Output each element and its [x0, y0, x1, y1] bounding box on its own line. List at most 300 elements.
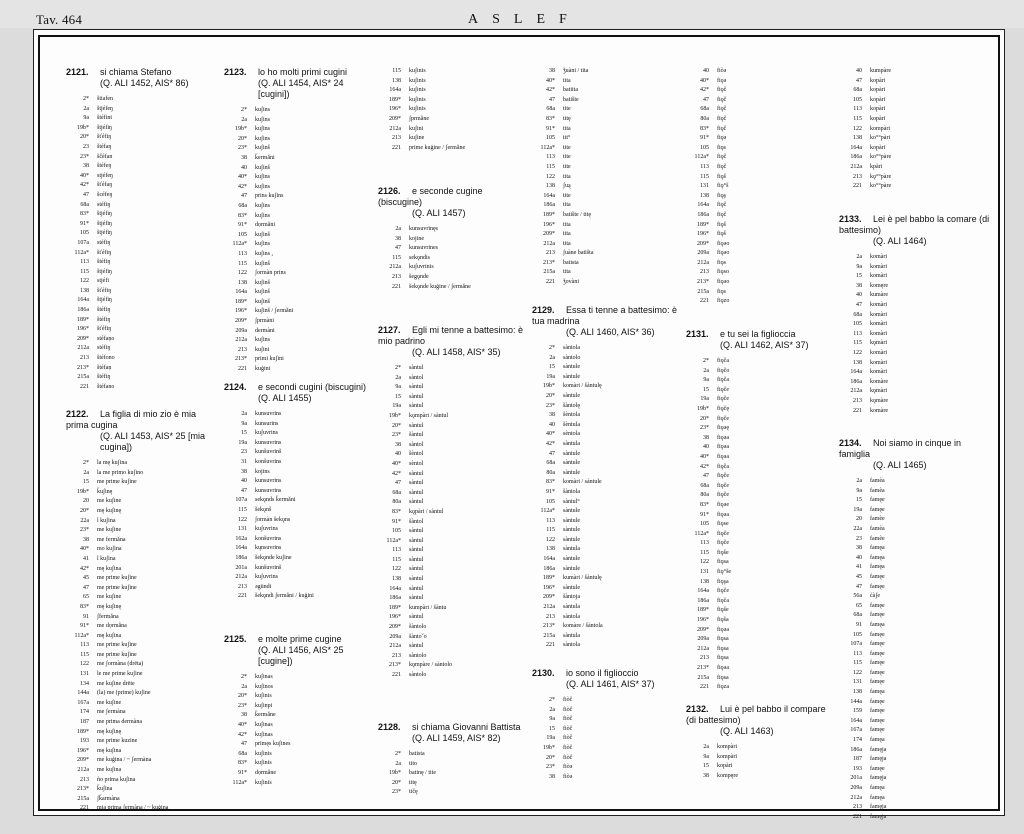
- dialect-form: tita: [563, 173, 571, 180]
- survey-point: 9a: [856, 263, 862, 270]
- dialect-form: komęre: [870, 282, 888, 289]
- dialect-form: mę kuʃina: [97, 747, 122, 754]
- survey-point: 40*: [546, 431, 555, 438]
- response-row: [532, 488, 692, 498]
- response-row: [839, 746, 1004, 756]
- survey-point: 40: [395, 451, 401, 458]
- response-row: [66, 201, 226, 211]
- survey-point: 122: [546, 173, 555, 180]
- dialect-form: l kuʃina: [97, 555, 116, 562]
- response-row: [686, 453, 846, 463]
- survey-point: 40: [856, 68, 862, 74]
- dialect-form: kuʃini: [409, 125, 424, 132]
- response-row: [224, 144, 384, 154]
- survey-point: 189*: [697, 607, 709, 614]
- dialect-form: kǫmàri: [870, 340, 887, 347]
- dialect-form: fiǫš: [717, 231, 726, 238]
- response-row: [686, 549, 846, 559]
- response-row: [224, 448, 384, 458]
- survey-point: 186a: [697, 597, 709, 604]
- dialect-form: kǫ°°pàre: [870, 173, 892, 180]
- dialect-form: fiǫča: [717, 377, 729, 384]
- dialect-form: fiǫǝa: [717, 626, 729, 633]
- survey-point: 107a: [77, 239, 89, 246]
- survey-point: 212a: [235, 337, 247, 344]
- dialect-form: fiǫča: [717, 358, 729, 364]
- response-row: [66, 210, 226, 220]
- dialect-form: famęe: [870, 698, 885, 705]
- survey-point: 196*: [543, 221, 555, 228]
- dialect-form: fiǫče: [717, 530, 729, 537]
- survey-point: 162a: [235, 535, 247, 542]
- survey-point: 23*: [80, 153, 89, 160]
- entry-title: Essa ti tenne a battesimo: è tua madrina: [532, 305, 678, 326]
- survey-point: 115: [853, 660, 862, 667]
- dialect-form: komàri: [870, 254, 887, 260]
- dialect-form: fiǫče: [717, 415, 729, 422]
- survey-point: 215a: [697, 288, 709, 295]
- dialect-form: kuʃinas: [255, 731, 273, 738]
- survey-point: 42*: [80, 182, 89, 189]
- response-row: [686, 434, 846, 444]
- response-row: [378, 67, 528, 77]
- dialect-form: le me prime kuʃine: [97, 671, 143, 678]
- response-row: [839, 726, 1004, 736]
- dialect-form: šekǫndi ʃermăni / kuģini: [255, 593, 314, 600]
- dialect-form: fiǫč: [717, 106, 727, 113]
- response-row: [839, 282, 1004, 292]
- entry-number: 2131.: [686, 329, 709, 339]
- response-row: [686, 268, 836, 278]
- response-row: [224, 692, 384, 702]
- survey-point: 212a: [77, 767, 89, 773]
- survey-point: 113: [238, 250, 247, 257]
- response-row: [378, 760, 538, 770]
- entry-number: 2124.: [224, 382, 247, 392]
- response-row: [532, 478, 692, 488]
- dialect-form: kuʃini: [255, 346, 270, 353]
- response-row: [532, 763, 692, 773]
- dialect-form: famèa: [870, 487, 885, 494]
- survey-point: 2a: [395, 374, 401, 381]
- dialect-form: komàri: [870, 263, 887, 270]
- survey-point: 38: [549, 68, 555, 74]
- map-entry: [66, 409, 226, 814]
- response-row: [66, 613, 226, 623]
- response-row: [839, 115, 989, 125]
- survey-point: 23*: [80, 527, 89, 534]
- survey-point: 115: [546, 163, 555, 170]
- dialect-form: konšuvrins: [255, 535, 282, 542]
- entry-heading: [66, 67, 216, 89]
- dialect-form: dọrmăne: [255, 769, 276, 776]
- dialect-form: fiǫše: [717, 607, 729, 614]
- survey-point: 80a: [392, 499, 401, 506]
- survey-point: 164a: [389, 87, 401, 94]
- response-row: [532, 517, 692, 527]
- response-row: [686, 606, 846, 616]
- response-row: [66, 632, 226, 642]
- survey-point: 122: [238, 516, 247, 523]
- survey-point: 196*: [77, 326, 89, 333]
- response-row: [224, 731, 384, 741]
- survey-point: 91: [856, 621, 862, 628]
- response-row: [66, 181, 226, 191]
- dialect-form: sèntol: [409, 460, 424, 467]
- survey-point: 138: [392, 77, 401, 84]
- map-entry: [66, 67, 226, 392]
- response-list: [378, 67, 528, 153]
- dialect-form: prins kuʃins: [255, 193, 284, 200]
- response-row: [532, 469, 692, 479]
- response-row: [66, 517, 226, 527]
- response-row: [532, 125, 682, 135]
- response-row: [224, 410, 384, 420]
- response-list: [839, 477, 1004, 822]
- dialect-form: fiǫǝa: [717, 511, 729, 518]
- response-row: [839, 784, 1004, 794]
- map-entry: [839, 438, 1004, 822]
- dialect-form: fiǫče: [717, 473, 729, 480]
- dialect-form: komàri: [870, 321, 887, 328]
- response-row: [532, 86, 682, 96]
- entry-reference: (Q. ALI 1463): [720, 726, 774, 736]
- dialect-form: mę kuʃina: [97, 565, 122, 572]
- entry-number: 2125.: [224, 634, 247, 644]
- response-row: [66, 249, 226, 259]
- dialect-form: kuʃuvrinis: [409, 264, 434, 271]
- response-row: [66, 574, 226, 584]
- survey-point: 2a: [83, 105, 89, 112]
- dialect-form: fiǫče: [717, 588, 729, 595]
- dialect-form: fiǫče: [717, 482, 729, 489]
- survey-point: 41: [856, 564, 862, 571]
- dialect-form: štéfaŋ: [97, 143, 112, 150]
- dialect-form: šťéfiŋ: [97, 134, 112, 141]
- response-row: [839, 640, 1004, 650]
- dialect-form: sàntul: [409, 614, 424, 621]
- response-row: [532, 268, 682, 278]
- dialect-form: štéfiŋ: [97, 259, 111, 266]
- dialect-form: kumàri / šàntulę: [563, 575, 602, 582]
- dialect-form: sàntule: [563, 508, 580, 515]
- survey-point: 91*: [238, 222, 247, 229]
- response-row: [66, 459, 226, 469]
- dialect-form: kuʃins: [255, 116, 270, 123]
- survey-point: 105: [700, 521, 709, 528]
- dialect-form: ko°°pàre: [870, 183, 892, 190]
- dialect-form: fiǫsa: [717, 645, 729, 652]
- survey-point: 105: [80, 230, 89, 237]
- response-row: [378, 134, 528, 144]
- survey-point: 174: [853, 737, 862, 744]
- survey-point: 68a: [853, 612, 862, 619]
- survey-point: 144a: [850, 698, 862, 705]
- response-row: [839, 105, 989, 115]
- survey-point: 113: [700, 540, 709, 547]
- response-row: [839, 535, 1004, 545]
- dialect-form: kuʃins: [255, 202, 270, 209]
- response-row: [686, 530, 846, 540]
- dialect-form: sekǫnds ǩermăni: [255, 497, 296, 504]
- dialect-form: mę kuʃinę: [97, 603, 122, 610]
- entry-number: 2126.: [378, 186, 401, 196]
- survey-point: 209a: [697, 250, 709, 257]
- entry-title: lo ho molti primi cugini: [258, 67, 348, 77]
- survey-point: 138: [80, 287, 89, 294]
- response-row: [839, 397, 1004, 407]
- dialect-form: mę kuʃina: [97, 632, 122, 639]
- survey-point: 2a: [241, 116, 247, 123]
- response-list: [224, 410, 384, 602]
- response-row: [839, 77, 989, 87]
- survey-point: 83*: [238, 760, 247, 767]
- dialect-form: kuģini: [255, 366, 271, 373]
- response-row: [66, 795, 226, 805]
- dialect-form: famęa: [870, 737, 885, 744]
- survey-point: 138: [853, 359, 862, 366]
- dialect-form: kojine: [409, 235, 424, 242]
- survey-point: 196*: [235, 308, 247, 315]
- response-row: [66, 507, 226, 517]
- entry-reference: (Q. ALI 1454, AIS* 24 [cugini]): [258, 78, 344, 99]
- response-row: [66, 191, 226, 201]
- response-row: [224, 221, 384, 231]
- response-row: [378, 115, 528, 125]
- entry-heading: [686, 704, 836, 737]
- dialect-form: sàntule: [563, 450, 580, 457]
- response-row: [224, 260, 384, 270]
- dialect-form: kuʃinpi: [255, 702, 273, 709]
- dialect-form: ʃormàn prins: [255, 270, 286, 277]
- response-row: [686, 163, 836, 173]
- entry-title: e seconde cugine (biscugine): [378, 186, 483, 207]
- survey-point: 213*: [697, 279, 709, 286]
- dialect-form: kpàri: [870, 163, 883, 170]
- response-row: [839, 583, 1004, 593]
- survey-point: 189*: [77, 728, 89, 735]
- survey-point: 15: [549, 364, 555, 371]
- map-entry: [532, 67, 682, 288]
- dialect-form: fiǫše: [717, 549, 729, 556]
- dialect-form: štjéfiŋ: [97, 268, 112, 275]
- survey-point: 40: [241, 478, 247, 485]
- dialect-form: kuʃinš / ʃermăni: [255, 308, 294, 315]
- survey-point: 209*: [235, 318, 247, 325]
- response-row: [378, 96, 528, 106]
- survey-point: 186a: [389, 595, 401, 602]
- dialect-form: sàntul: [409, 365, 424, 371]
- response-row: [66, 584, 226, 594]
- survey-point: 40: [549, 421, 555, 428]
- dialect-form: fiǫzo: [717, 298, 730, 305]
- dialect-form: famęja: [870, 756, 887, 763]
- survey-point: 68a: [853, 311, 862, 318]
- dialect-form: fiǫč: [717, 115, 727, 122]
- survey-point: 164a: [697, 588, 709, 595]
- dialect-form: konšuvrins: [255, 458, 282, 465]
- dialect-form: sàntul: [409, 489, 424, 496]
- survey-point: 91: [83, 613, 89, 620]
- dialect-form: kuʃuvrins: [255, 526, 278, 533]
- survey-point: 2*: [241, 107, 247, 113]
- entry-heading: [532, 668, 682, 690]
- survey-point: 112a*: [694, 154, 709, 161]
- response-row: [686, 424, 846, 434]
- survey-point: 38: [703, 772, 709, 779]
- entry-title: si chiama Stefano: [100, 67, 172, 77]
- survey-point: 23*: [392, 789, 401, 796]
- response-row: [686, 376, 846, 386]
- response-row: [224, 212, 384, 222]
- survey-point: 2a: [703, 367, 709, 374]
- survey-point: 2a: [241, 411, 247, 417]
- dialect-form: ščéfan: [97, 153, 113, 160]
- survey-point: 20: [856, 516, 862, 523]
- survey-point: 83*: [80, 603, 89, 610]
- entry-reference: (Q. ALI 1465): [873, 460, 927, 470]
- dialect-form: sàntul: [409, 384, 424, 391]
- response-row: [66, 689, 226, 699]
- dialect-form: kuʃins: [255, 107, 270, 113]
- response-row: [378, 263, 538, 273]
- survey-point: 91*: [80, 623, 89, 630]
- survey-point: 2*: [83, 460, 89, 466]
- dialect-form: kunsuvrins: [255, 439, 282, 446]
- response-row: [686, 511, 846, 521]
- response-row: [686, 539, 846, 549]
- survey-point: 47: [856, 77, 862, 84]
- response-row: [532, 450, 692, 460]
- response-row: [378, 144, 528, 154]
- dialect-form: fiǫsa: [717, 674, 729, 681]
- survey-point: 209*: [77, 757, 89, 764]
- survey-point: 19b*: [389, 770, 401, 777]
- response-row: [66, 133, 226, 143]
- survey-point: 2a: [703, 744, 709, 750]
- response-row: [224, 307, 384, 317]
- dialect-form: kuʃinis: [409, 68, 426, 74]
- survey-point: 212a: [235, 574, 247, 581]
- dialect-form: fiòǝ: [717, 68, 727, 74]
- response-row: [686, 683, 846, 693]
- survey-point: 122: [80, 278, 89, 285]
- response-row: [839, 774, 1004, 784]
- dialect-form: ko°°pàri: [870, 135, 891, 142]
- dialect-form: fiǫsa: [717, 559, 729, 566]
- response-row: [378, 527, 538, 537]
- entry-number: 2121.: [66, 67, 89, 77]
- entry-number: 2127.: [378, 325, 401, 335]
- survey-point: 40: [856, 292, 862, 299]
- survey-point: 122: [392, 566, 401, 573]
- response-row: [839, 182, 989, 192]
- survey-point: 15: [241, 430, 247, 437]
- survey-point: 19b*: [543, 744, 555, 751]
- survey-point: 215a: [697, 674, 709, 681]
- survey-point: 212a: [389, 125, 401, 132]
- response-row: [686, 240, 836, 250]
- response-row: [224, 702, 384, 712]
- survey-point: 20*: [700, 415, 709, 422]
- dialect-form: fiòč: [563, 697, 573, 703]
- entry-number: 2130.: [532, 668, 555, 678]
- response-row: [378, 283, 538, 293]
- dialect-form: famęe: [870, 660, 885, 667]
- response-row: [224, 554, 384, 564]
- response-row: [66, 258, 226, 268]
- survey-point: 209*: [543, 594, 555, 601]
- survey-point: 105: [238, 231, 247, 238]
- dialect-form: kuʃins: [255, 174, 270, 181]
- response-row: [532, 278, 682, 288]
- response-row: [532, 459, 692, 469]
- response-row: [66, 383, 226, 393]
- response-row: [66, 728, 226, 738]
- survey-point: 23*: [546, 764, 555, 771]
- dialect-form: ǩermăni: [255, 154, 275, 161]
- survey-point: 221: [392, 283, 401, 290]
- survey-point: 19a: [546, 373, 555, 380]
- survey-point: 115: [700, 549, 709, 556]
- survey-point: 213: [853, 804, 862, 811]
- response-row: [686, 288, 836, 298]
- response-row: [532, 144, 682, 154]
- dialect-form: stjéfi: [97, 278, 109, 285]
- response-row: [532, 105, 682, 115]
- survey-point: 164a: [235, 289, 247, 296]
- survey-point: 9a: [703, 377, 709, 384]
- survey-point: 47: [703, 96, 709, 103]
- response-row: [839, 621, 1004, 631]
- survey-point: 201a: [235, 564, 247, 571]
- entry-reference: (Q. ALI 1456, AIS* 25 [cugine]): [258, 645, 344, 666]
- response-row: [686, 297, 836, 307]
- survey-point: 42*: [546, 440, 555, 447]
- survey-point: 122: [853, 669, 862, 676]
- survey-point: 213: [546, 250, 555, 257]
- survey-point: 68a: [700, 106, 709, 113]
- dialect-form: batište / titę: [563, 211, 591, 218]
- survey-point: 91*: [700, 511, 709, 518]
- survey-point: 213: [853, 397, 862, 404]
- dialect-form: fiǫǝo: [717, 250, 730, 257]
- response-row: [839, 765, 1004, 775]
- response-list: [839, 253, 1004, 416]
- response-list: [224, 106, 384, 375]
- response-row: [378, 518, 538, 528]
- survey-point: 68a: [238, 202, 247, 209]
- survey-point: 47: [241, 741, 247, 748]
- survey-point: 213: [392, 652, 401, 659]
- response-row: [66, 718, 226, 728]
- entry-heading: [532, 305, 682, 338]
- survey-point: 2a: [856, 478, 862, 484]
- response-row: [224, 240, 384, 250]
- dialect-form: famęa: [870, 689, 885, 696]
- dialect-form: ǯuàni / tita: [563, 68, 589, 74]
- survey-point: 68a: [546, 106, 555, 113]
- response-row: [686, 753, 846, 763]
- survey-point: 42*: [700, 87, 709, 94]
- survey-point: 38: [241, 468, 247, 475]
- response-row: [532, 613, 692, 623]
- survey-point: 221: [546, 642, 555, 649]
- dialect-form: famęa: [870, 794, 885, 801]
- dialect-form: famęa: [870, 545, 885, 552]
- response-row: [224, 769, 384, 779]
- response-row: [532, 622, 692, 632]
